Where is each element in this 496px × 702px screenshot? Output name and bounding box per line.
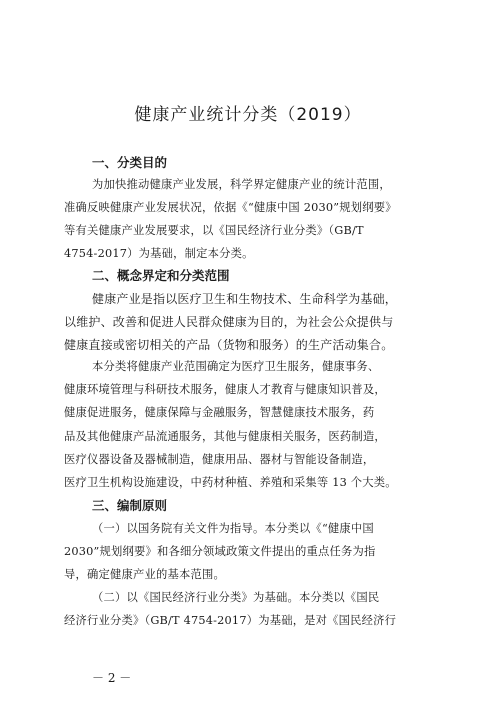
paragraph-line: 4754-2017）为基础，制定本分类。 (64, 247, 254, 260)
paragraph-line: 准确反映健康产业发展状况，依据《“健康中国 2030”规划纲要》 (64, 201, 397, 214)
page-number: － 2 － (92, 671, 132, 685)
paragraph-line: 医疗仪器设备及器械制造，健康用品、器材与智能设备制造， (64, 453, 375, 466)
section-heading-purpose: 一、分类目的 (92, 155, 168, 170)
section-heading-scope: 二、概念界定和分类范围 (92, 268, 230, 283)
paragraph-line: 导，确定健康产业的基本范围。 (64, 568, 225, 581)
paragraph-line: 健康促进服务，健康保障与金融服务，智慧健康技术服务，药 (64, 406, 375, 419)
paragraph-line: 品及其他健康产品流通服务，其他与健康相关服务，医药制造， (64, 430, 386, 443)
paragraph-line: 医疗卫生机构设施建设，中药材种植、养殖和采集等 13 个大类。 (64, 476, 397, 489)
section-heading-principles: 三、编制原则 (92, 498, 168, 513)
paragraph-line: 2030”规划纲要》和各细分领域政策文件提出的重点任务为指 (64, 545, 376, 558)
paragraph-line: 经济行业分类》（GB/T 4754-2017）为基础，是对《国民经济行 (64, 614, 397, 627)
paragraph-line: （二）以《国民经济行业分类》为基础。本分类以《国民 (92, 591, 380, 604)
paragraph-line: 为加快推动健康产业发展，科学界定健康产业的统计范围， (92, 178, 391, 191)
paragraph-line: 本分类将健康产业范围确定为医疗卫生服务，健康事务、 (92, 360, 380, 373)
paragraph-line: 健康环境管理与科研技术服务，健康人才教育与健康知识普及， (64, 383, 386, 396)
paragraph-line: 以维护、改善和促进人民群众健康为目的，为社会公众提供与 (64, 315, 394, 329)
paragraph-line: （一）以国务院有关文件为指导。本分类以《“健康中国 (92, 522, 374, 535)
paragraph-line: 健康直接或密切相关的产品（货物和服务）的生产活动集合。 (64, 338, 394, 352)
paragraph-line: 健康产业是指以医疗卫生和生物技术、生命科学为基础， (92, 292, 398, 306)
paragraph-line: 等有关健康产业发展要求，以《国民经济行业分类》（GB/T (64, 224, 364, 237)
document-title: 健康产业统计分类（2019） (134, 105, 362, 125)
